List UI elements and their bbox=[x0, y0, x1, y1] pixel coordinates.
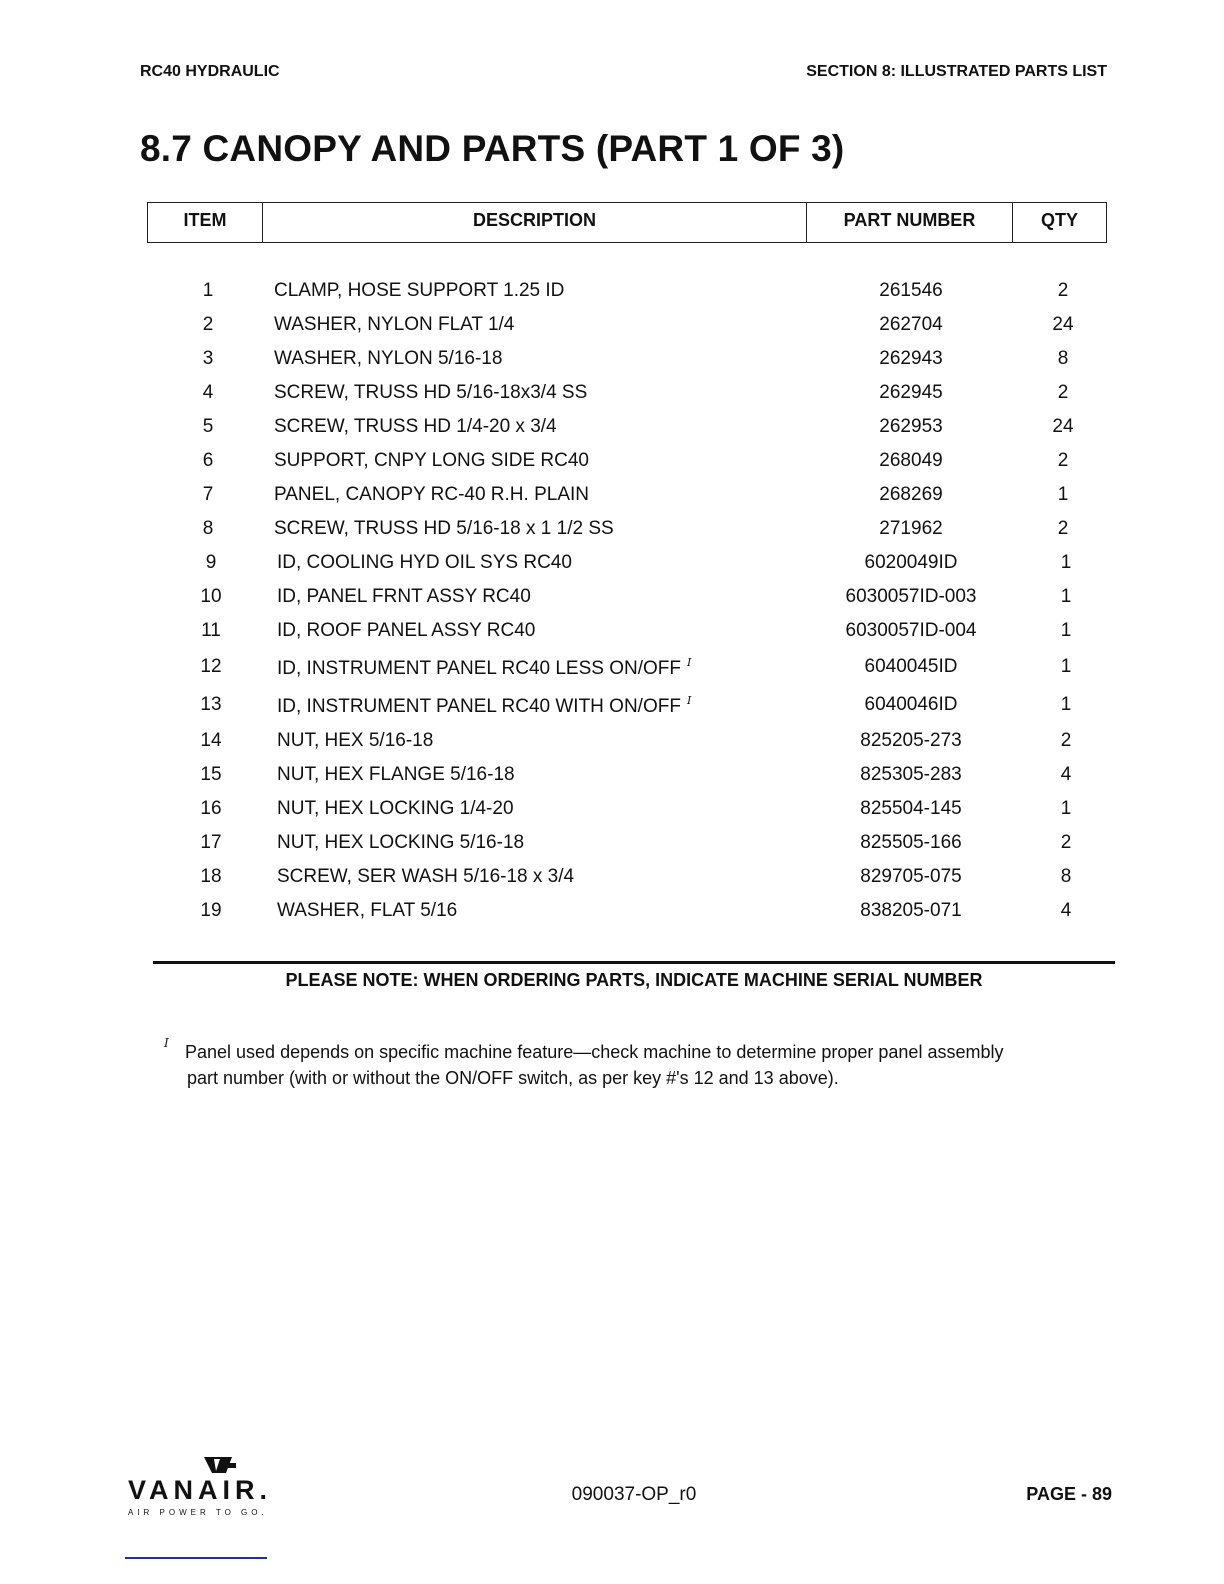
item-description bbox=[274, 450, 589, 472]
table-row bbox=[0, 484, 1224, 514]
item-number bbox=[178, 382, 238, 404]
item-description bbox=[277, 586, 531, 608]
part-number-text: 825305-283 bbox=[860, 764, 962, 785]
col-item: ITEM bbox=[148, 203, 263, 242]
item-number bbox=[181, 620, 241, 642]
quantity bbox=[1046, 552, 1086, 574]
item-description-text: NUT, HEX FLANGE 5/16-18 bbox=[277, 764, 515, 785]
quantity-text: 2 bbox=[1060, 730, 1072, 751]
col-qty: QTY bbox=[1040, 210, 1078, 230]
part-number bbox=[811, 518, 1011, 540]
part-number bbox=[811, 694, 1011, 716]
item-description-text: SCREW, TRUSS HD 5/16-18x3/4 SS bbox=[274, 382, 588, 403]
item-number bbox=[181, 764, 241, 786]
part-number-text: 261546 bbox=[879, 280, 943, 301]
item-number-text: 7 bbox=[202, 484, 214, 505]
quantity bbox=[1043, 450, 1083, 472]
part-number-text: 825205-273 bbox=[860, 730, 962, 751]
table-row bbox=[0, 382, 1224, 412]
part-number-text: 6040045ID bbox=[864, 656, 958, 677]
item-description-text: SUPPORT, CNPY LONG SIDE RC40 bbox=[274, 450, 590, 471]
quantity-text: 1 bbox=[1060, 694, 1072, 715]
item-description bbox=[277, 620, 535, 642]
item-number-text: 16 bbox=[200, 798, 222, 819]
part-number bbox=[811, 450, 1011, 472]
table-row bbox=[0, 694, 1224, 724]
header-section: SECTION 8: ILLUSTRATED PARTS LIST bbox=[806, 63, 1107, 80]
part-number bbox=[811, 730, 1011, 752]
quantity bbox=[1046, 620, 1086, 642]
footnote-marker: I bbox=[164, 1036, 169, 1050]
item-description bbox=[274, 484, 589, 506]
part-number-text: 6020049ID bbox=[864, 552, 958, 573]
quantity-text: 2 bbox=[1057, 382, 1069, 403]
item-description-text: SCREW, TRUSS HD 5/16-18 x 1 1/2 SS bbox=[274, 518, 614, 539]
part-number bbox=[811, 484, 1011, 506]
item-number-text: 12 bbox=[200, 656, 222, 677]
item-number-text: 11 bbox=[201, 620, 221, 641]
quantity-text: 4 bbox=[1060, 900, 1072, 921]
item-number-text: 9 bbox=[205, 552, 217, 573]
item-number bbox=[181, 730, 241, 752]
item-description bbox=[277, 730, 433, 752]
item-number-text: 17 bbox=[200, 832, 222, 853]
footnote-line-1: Panel used depends on specific machine feature—check machine to determine proper panel assembly bbox=[185, 1042, 1004, 1062]
item-number bbox=[178, 280, 238, 302]
part-number bbox=[811, 382, 1011, 404]
item-number-text: 4 bbox=[202, 382, 214, 403]
part-number bbox=[811, 416, 1011, 438]
table-row bbox=[0, 416, 1224, 446]
logo-tagline: AIR POWER TO GO. bbox=[128, 1508, 268, 1517]
part-number bbox=[811, 620, 1011, 642]
item-description bbox=[274, 314, 514, 336]
page-title: 8.7 CANOPY AND PARTS (PART 1 OF 3) bbox=[140, 128, 845, 169]
table-header bbox=[147, 202, 1107, 243]
item-number bbox=[181, 866, 241, 888]
quantity bbox=[1043, 416, 1083, 438]
part-number bbox=[811, 552, 1011, 574]
item-description-text: ID, ROOF PANEL ASSY RC40 bbox=[277, 620, 536, 641]
quantity bbox=[1046, 730, 1086, 752]
part-number bbox=[811, 348, 1011, 370]
item-number bbox=[178, 484, 238, 506]
quantity bbox=[1046, 798, 1086, 820]
part-number-text: 262943 bbox=[879, 348, 943, 369]
item-number-text: 15 bbox=[200, 764, 222, 785]
item-number bbox=[178, 450, 238, 472]
quantity-text: 1 bbox=[1060, 552, 1072, 573]
part-number-text: 268049 bbox=[879, 450, 943, 471]
item-description bbox=[274, 348, 502, 370]
quantity bbox=[1046, 586, 1086, 608]
item-description-text: CLAMP, HOSE SUPPORT 1.25 ID bbox=[274, 280, 565, 301]
table-row bbox=[0, 730, 1224, 760]
part-number-text: 825505-166 bbox=[860, 832, 962, 853]
item-number-text: 13 bbox=[200, 694, 222, 715]
logo-brand: VANAIR. bbox=[128, 1475, 273, 1505]
item-description-text: WASHER, NYLON 5/16-18 bbox=[274, 348, 503, 369]
quantity bbox=[1046, 832, 1086, 854]
quantity bbox=[1043, 280, 1083, 302]
link-underline bbox=[125, 1557, 267, 1559]
part-number-text: 271962 bbox=[879, 518, 943, 539]
part-number-text: 6040046ID bbox=[864, 694, 958, 715]
quantity-text: 24 bbox=[1052, 314, 1074, 335]
part-number bbox=[811, 900, 1011, 922]
col-part-number: PART NUMBER bbox=[807, 203, 1013, 242]
item-number bbox=[181, 694, 241, 716]
item-description bbox=[277, 798, 514, 820]
item-description bbox=[277, 832, 524, 854]
part-number bbox=[811, 832, 1011, 854]
part-number-text: 262953 bbox=[879, 416, 943, 437]
table-row bbox=[0, 620, 1224, 650]
quantity-text: 2 bbox=[1060, 832, 1072, 853]
table-row bbox=[0, 314, 1224, 344]
quantity bbox=[1046, 764, 1086, 786]
part-number-text: 6030057ID-003 bbox=[845, 586, 977, 607]
header-product: RC40 HYDRAULIC bbox=[140, 63, 280, 80]
footnote-line-2: part number (with or without the ON/OFF switch, as per key #'s 12 and 13 above). bbox=[187, 1068, 839, 1088]
table-row bbox=[0, 518, 1224, 548]
quantity-text: 2 bbox=[1057, 280, 1069, 301]
quantity-text: 1 bbox=[1057, 484, 1069, 505]
quantity-text: 4 bbox=[1060, 764, 1072, 785]
item-description bbox=[274, 382, 587, 404]
part-number bbox=[811, 314, 1011, 336]
quantity bbox=[1046, 694, 1086, 716]
item-description bbox=[274, 280, 564, 302]
item-description bbox=[277, 656, 691, 680]
part-number bbox=[811, 656, 1011, 678]
item-number-text: 2 bbox=[202, 314, 214, 335]
quantity-text: 8 bbox=[1057, 348, 1069, 369]
col-description: DESCRIPTION bbox=[263, 203, 807, 242]
quantity bbox=[1046, 866, 1086, 888]
item-number-text: 14 bbox=[200, 730, 222, 751]
part-number bbox=[811, 798, 1011, 820]
ordering-note: PLEASE NOTE: WHEN ORDERING PARTS, INDICATE MACHINE SERIAL NUMBER bbox=[285, 970, 983, 990]
item-number-text: 1 bbox=[202, 280, 214, 301]
item-description bbox=[274, 518, 614, 540]
item-number bbox=[178, 416, 238, 438]
part-number-text: 262945 bbox=[879, 382, 943, 403]
item-number bbox=[181, 798, 241, 820]
divider bbox=[153, 961, 1115, 964]
footnote-ref: I bbox=[687, 656, 692, 669]
table-row bbox=[0, 586, 1224, 616]
quantity bbox=[1043, 382, 1083, 404]
quantity bbox=[1046, 900, 1086, 922]
quantity-text: 1 bbox=[1060, 798, 1072, 819]
item-description-text: ID, INSTRUMENT PANEL RC40 WITH ON/OFF bbox=[277, 696, 681, 717]
footnote-ref: I bbox=[686, 694, 692, 707]
item-number bbox=[181, 586, 241, 608]
item-number-text: 5 bbox=[202, 416, 214, 437]
table-row bbox=[0, 280, 1224, 310]
item-description-text: SCREW, TRUSS HD 1/4-20 x 3/4 bbox=[274, 416, 557, 437]
item-description bbox=[277, 764, 515, 786]
item-description-text: PANEL, CANOPY RC-40 R.H. PLAIN bbox=[274, 484, 590, 505]
quantity bbox=[1046, 656, 1086, 678]
item-number-text: 10 bbox=[200, 586, 222, 607]
page-number: PAGE - 89 bbox=[1026, 1484, 1112, 1504]
part-number-text: 268269 bbox=[879, 484, 943, 505]
quantity bbox=[1043, 484, 1083, 506]
quantity-text: 1 bbox=[1060, 656, 1072, 677]
quantity bbox=[1043, 348, 1083, 370]
part-number-text: 825504-145 bbox=[860, 798, 962, 819]
quantity-text: 8 bbox=[1060, 866, 1072, 887]
part-number-text: 829705-075 bbox=[860, 866, 962, 887]
quantity bbox=[1043, 314, 1083, 336]
part-number-text: 6030057ID-004 bbox=[845, 620, 977, 641]
table-row bbox=[0, 900, 1224, 930]
item-number bbox=[181, 832, 241, 854]
item-number bbox=[181, 656, 241, 678]
part-number-text: 838205-071 bbox=[860, 900, 962, 921]
item-description-text: ID, INSTRUMENT PANEL RC40 LESS ON/OFF bbox=[277, 658, 682, 679]
item-number bbox=[181, 900, 241, 922]
part-number bbox=[811, 764, 1011, 786]
table-row bbox=[0, 450, 1224, 480]
item-description bbox=[277, 900, 457, 922]
quantity-text: 2 bbox=[1057, 450, 1069, 471]
item-description bbox=[277, 694, 691, 718]
item-number-text: 19 bbox=[200, 900, 222, 921]
logo-mark-icon bbox=[198, 1455, 238, 1475]
part-number bbox=[811, 866, 1011, 888]
table-row bbox=[0, 798, 1224, 828]
item-number-text: 8 bbox=[202, 518, 214, 539]
table-row bbox=[0, 866, 1224, 896]
quantity-text: 2 bbox=[1057, 518, 1069, 539]
item-description-text: NUT, HEX LOCKING 1/4-20 bbox=[277, 798, 514, 819]
part-number bbox=[811, 280, 1011, 302]
document-number: 090037-OP_r0 bbox=[571, 1484, 697, 1505]
item-number bbox=[181, 552, 241, 574]
item-description-text: WASHER, NYLON FLAT 1/4 bbox=[274, 314, 515, 335]
item-number bbox=[178, 348, 238, 370]
table-row bbox=[0, 348, 1224, 378]
item-description bbox=[277, 866, 574, 888]
item-description-text: NUT, HEX 5/16-18 bbox=[277, 730, 434, 751]
quantity-text: 24 bbox=[1052, 416, 1074, 437]
table-row bbox=[0, 656, 1224, 686]
part-number bbox=[811, 586, 1011, 608]
item-description bbox=[277, 552, 572, 574]
item-description-text: NUT, HEX LOCKING 5/16-18 bbox=[277, 832, 525, 853]
item-number-text: 3 bbox=[202, 348, 214, 369]
item-description-text: WASHER, FLAT 5/16 bbox=[277, 900, 458, 921]
item-number bbox=[178, 518, 238, 540]
item-description-text: SCREW, SER WASH 5/16-18 x 3/4 bbox=[277, 866, 575, 887]
quantity-text: 1 bbox=[1060, 586, 1072, 607]
item-description-text: ID, COOLING HYD OIL SYS RC40 bbox=[277, 552, 572, 573]
item-number-text: 6 bbox=[202, 450, 214, 471]
table-row bbox=[0, 764, 1224, 794]
item-number-text: 18 bbox=[200, 866, 222, 887]
item-description bbox=[274, 416, 557, 438]
part-number-text: 262704 bbox=[879, 314, 943, 335]
table-row bbox=[0, 832, 1224, 862]
item-number bbox=[178, 314, 238, 336]
quantity-text: 1 bbox=[1060, 620, 1072, 641]
quantity bbox=[1043, 518, 1083, 540]
item-description-text: ID, PANEL FRNT ASSY RC40 bbox=[277, 586, 531, 607]
table-row bbox=[0, 552, 1224, 582]
